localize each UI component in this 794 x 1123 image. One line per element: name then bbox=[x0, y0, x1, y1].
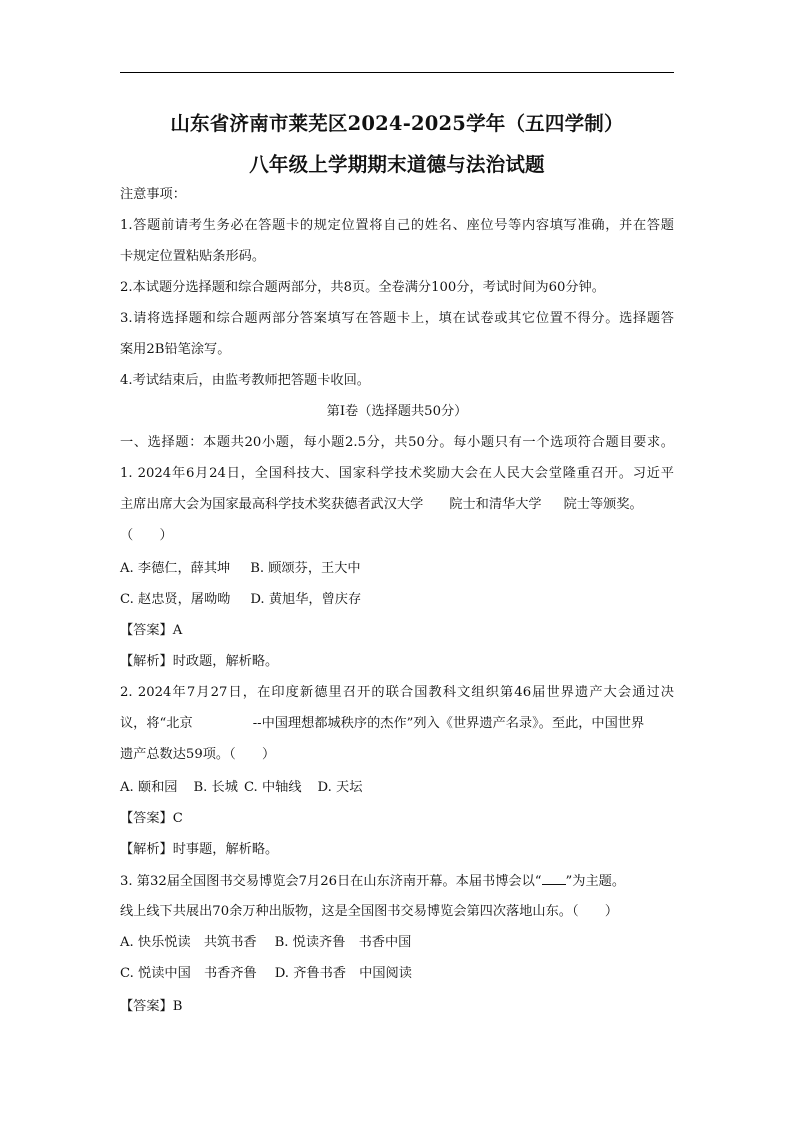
option-d: D. 黄旭华，曾庆存 bbox=[250, 592, 362, 607]
option-c: C. 赵忠贤，屠呦呦 bbox=[120, 592, 231, 607]
question-1-part: 主席出席大会为国家最高科学技术奖获德者武汉大学 bbox=[120, 497, 424, 512]
question-2-options bbox=[120, 780, 362, 796]
option-d: D. 天坛 bbox=[317, 780, 363, 795]
question-2-answer: 【答案】C bbox=[120, 811, 183, 826]
question-3-options-row-2 bbox=[120, 966, 412, 982]
notice-item-2: 2.本试题分选择题和综合题两部分，共8页。全卷满分100分，考试时间为60分钟。 bbox=[120, 280, 605, 295]
question-3-stem-cont: 线上线下共展出70余万种出版物，这是全国图书交易博览会第四次落地山东。（ ） bbox=[120, 904, 619, 919]
option-b: B. 悦读齐鲁 书香中国 bbox=[274, 935, 412, 950]
option-a: A. 快乐悦读 共筑书香 bbox=[120, 935, 257, 950]
question-1-stem: 1. 2024年6月24日，全国科技大、国家科学技术奖励大会在人民大会堂隆重召开。习近平 bbox=[120, 466, 674, 481]
question-2-stem-cont bbox=[120, 716, 644, 732]
notice-item-3-cont: 案用2B铅笔涂写。 bbox=[120, 342, 231, 357]
notice-item-1: 1.答题前请考生务必在答题卡的规定位置将自己的姓名、座位号等内容填写准确，并在答题 bbox=[120, 218, 674, 233]
question-3-answer: 【答案】B bbox=[120, 999, 183, 1014]
question-3-part: 3. 第32届全国图书交易博览会7月26日在山东济南开幕。本届书博会以“ bbox=[120, 874, 542, 889]
question-1-part: 院士和清华大学 bbox=[449, 497, 542, 512]
question-1-analysis: 【解析】时政题，解析略。 bbox=[120, 654, 279, 669]
option-d: D. 齐鲁书香 中国阅读 bbox=[274, 966, 412, 981]
question-2-stem: 2. 2024年7月27日，在印度新德里召开的联合国教科文组织第46届世界遗产大会通过决 bbox=[120, 685, 674, 700]
page-subtitle: 八年级上学期期末道德与法治试题 bbox=[249, 153, 545, 176]
page-title: 山东省济南市莱芜区2024-2025学年（五四学制） bbox=[170, 112, 624, 135]
section-intro: 一、选择题：本题共20小题，每小题2.5分，共50分。每小题只有一个选项符合题目要求。 bbox=[120, 435, 674, 450]
question-1-options-row-2 bbox=[120, 592, 361, 608]
question-3-stem bbox=[120, 873, 625, 890]
question-2-part: --中国理想都城秩序的杰作”列入《世界遗产名录》。至此，中国世界 bbox=[252, 716, 645, 731]
notice-item-4: 4.考试结束后，由监考教师把答题卡收回。 bbox=[120, 373, 370, 388]
option-b: B. 顾颂芬，王大中 bbox=[250, 561, 361, 576]
question-1-part: 院士等颁奖。 bbox=[563, 497, 643, 512]
option-a: A. 颐和园 bbox=[120, 780, 178, 795]
question-1-options-row-1 bbox=[120, 561, 361, 577]
notice-heading: 注意事项： bbox=[120, 187, 186, 202]
fill-blank bbox=[542, 873, 566, 885]
question-2-analysis: 【解析】时事题，解析略。 bbox=[120, 842, 279, 857]
notice-item-3: 3.请将选择题和综合题两部分答案填写在答题卡上，填在试卷或其它位置不得分。选择题答 bbox=[120, 311, 674, 326]
question-1-stem-cont bbox=[120, 497, 643, 513]
question-3-part: ”为主题。 bbox=[565, 874, 626, 889]
option-a: A. 李德仁，薛其坤 bbox=[120, 561, 231, 576]
notice-item-1-cont: 卡规定位置粘贴条形码。 bbox=[120, 249, 266, 264]
question-1-bracket: （ ） bbox=[120, 528, 173, 543]
option-b: B. 长城 bbox=[193, 780, 238, 795]
header-rule bbox=[120, 72, 674, 73]
question-1-answer: 【答案】A bbox=[120, 623, 183, 638]
option-c: C. 悦读中国 书香齐鲁 bbox=[120, 966, 257, 981]
option-c: C. 中轴线 bbox=[243, 780, 302, 795]
volume-heading: 第Ⅰ卷（选择题共50分） bbox=[326, 404, 468, 419]
question-2-stem-end: 遗产总数达59项。（ ） bbox=[120, 747, 276, 762]
question-2-part: 议，将“北京 bbox=[120, 716, 193, 731]
question-3-options-row-1 bbox=[120, 935, 411, 951]
